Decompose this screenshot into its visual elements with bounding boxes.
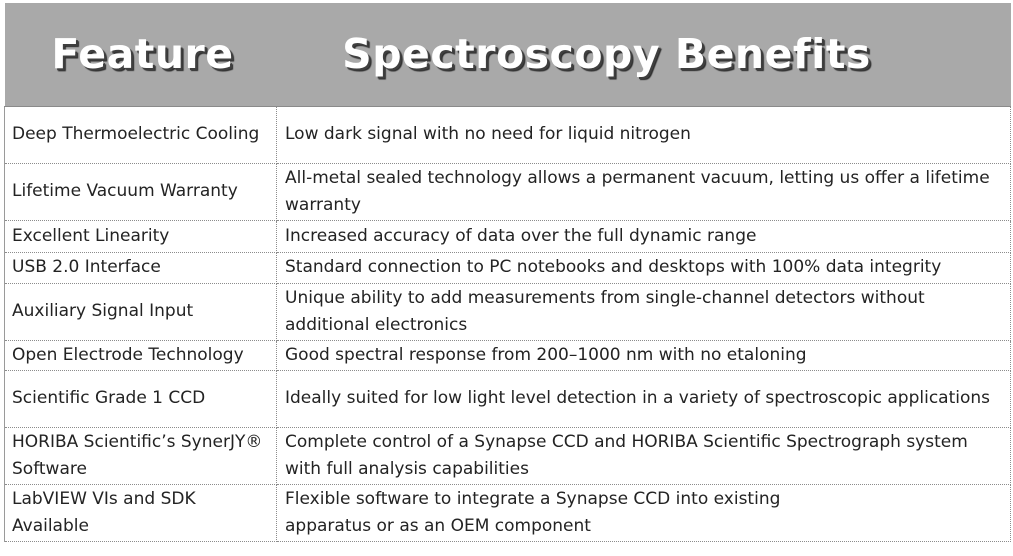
table-row	[5, 220, 1011, 252]
benefit-cell: Increased accuracy of data over the full dynamic range	[277, 220, 1011, 252]
feature-cell: Open Electrode Technology	[5, 340, 277, 370]
benefit-cell: Good spectral response from 200–1000 nm with no etaloning	[277, 340, 1011, 370]
table-row	[5, 370, 1011, 427]
feature-column-header: Feature	[5, 3, 277, 106]
benefit-cell: Ideally suited for low light level detection in a variety of spectroscopic applications	[277, 370, 1011, 427]
table-row	[5, 163, 1011, 220]
feature-cell: Scientific Grade 1 CCD	[5, 370, 277, 427]
benefit-cell: Complete control of a Synapse CCD and HORIBA Scientific Spectrograph system with full analysis capabilities	[277, 427, 1011, 484]
benefit-cell: Unique ability to add measurements from single-channel detectors without additional electronics	[277, 283, 1011, 340]
benefit-cell: Standard connection to PC notebooks and desktops with 100% data integrity	[277, 252, 1011, 283]
benefit-cell: Low dark signal with no need for liquid nitrogen	[277, 106, 1011, 163]
table-header	[5, 3, 1011, 106]
feature-cell: HORIBA Scientific’s SynerJY® Software	[5, 427, 277, 484]
table-row	[5, 340, 1011, 370]
benefit-cell	[277, 484, 1011, 541]
feature-cell: Excellent Linearity	[5, 220, 277, 252]
benefit-line: apparatus or as an OEM component	[285, 515, 591, 536]
feature-benefits-table	[4, 3, 1011, 542]
table-row	[5, 252, 1011, 283]
feature-cell: Auxiliary Signal Input	[5, 283, 277, 340]
table-body	[5, 106, 1011, 541]
feature-cell: Deep Thermoelectric Cooling	[5, 106, 277, 163]
header-row	[5, 3, 1011, 106]
table-row	[5, 427, 1011, 484]
benefit-line: Flexible software to integrate a Synapse CCD into existing	[285, 488, 781, 509]
table-row	[5, 283, 1011, 340]
feature-cell: USB 2.0 Interface	[5, 252, 277, 283]
table-row	[5, 106, 1011, 163]
benefits-column-header: Spectroscopy Benefits	[277, 3, 1011, 106]
feature-cell: LabVIEW VIs and SDK Available	[5, 484, 277, 541]
table-row	[5, 484, 1011, 541]
benefit-cell: All-metal sealed technology allows a permanent vacuum, letting us offer a lifetime warranty	[277, 163, 1011, 220]
feature-cell: Lifetime Vacuum Warranty	[5, 163, 277, 220]
